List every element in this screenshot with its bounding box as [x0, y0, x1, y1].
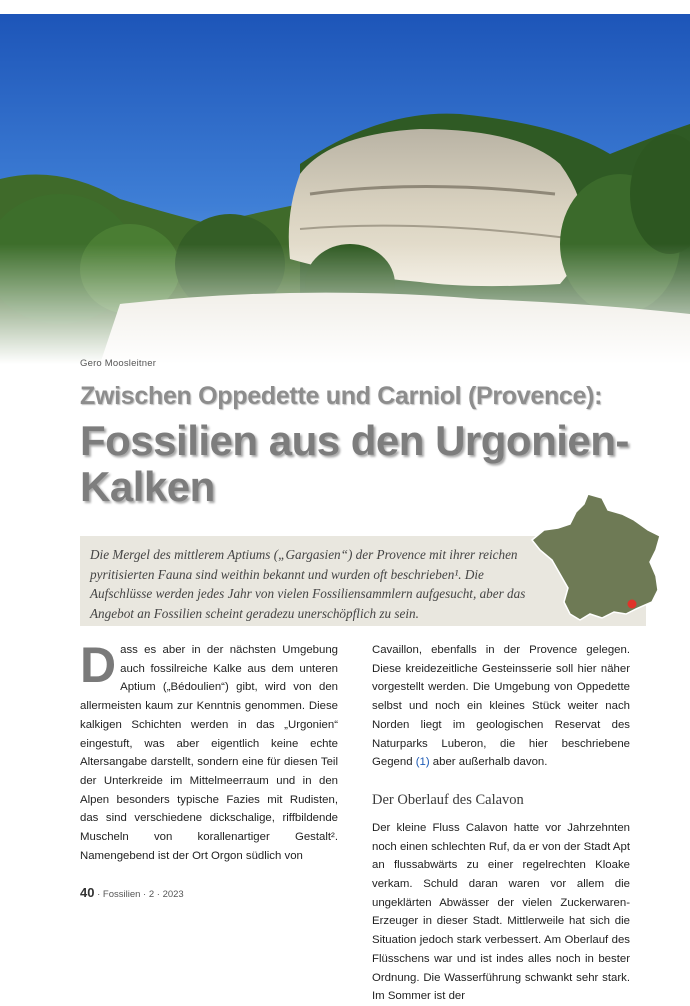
column-right [372, 641, 630, 1006]
hero-photo [0, 14, 690, 364]
column-left [80, 637, 338, 865]
paragraph-end-text: aber außerhalb davon. [432, 756, 548, 769]
body-paragraph [80, 637, 338, 865]
author-name: Gero Moosleitner [80, 358, 157, 369]
body-paragraph-end [372, 641, 630, 772]
intro-text: Die Mergel des mittlerem Aptiums („Gargasien“) der Provence mit ihrer reichen pyritisierten Fauna sind weithin bekannt und wurden oft beschrieben¹. Die Aufschlüsse werden jedes Jahr von vielen Fossiliensammlern aufgesucht, aber das Angebot an Fossilien scheint geradezu unerschöpflich zu sein. [90, 547, 526, 621]
location-marker [628, 600, 637, 609]
france-map [530, 490, 665, 625]
article-subtitle: Zwischen Oppedette und Carniol (Provence): [80, 382, 603, 410]
section-paragraph: Der kleine Fluss Calavon hatte vor Jahrzehnten noch einen schlechten Ruf, da er von der Stadt Apt an flussabwärts zu einer regelrechten Kloake verkam. Schuld daran waren vor allem die ungeklärten Abwässer der vielen Zuckerwaren-Erzeuger in dieser Stadt. Mittlerweile hat sich die Situation jedoch stark verbessert. Am Oberlauf des Flüsschens war und ist indes alles noch in bester Ordnung. Die Wasserführung schwankt sehr stark. Im Sommer ist der [372, 821, 630, 1003]
france-shape [532, 494, 660, 620]
section-heading: Der Oberlauf des Calavon [372, 791, 524, 808]
magazine-issue: · Fossilien · 2 · 2023 [94, 889, 184, 900]
page-number: 40 [80, 885, 95, 900]
paragraph-text: ass es aber in der nächsten Umgebung auch fossilreiche Kalke aus dem unteren Aptium („Bédoulien“) gibt, wird von den allermeisten kaum zur Kenntnis genommen. Diese kalkigen Schichten werden in das „Urgonien“ eingestuft, was aber eigentlich keine echte Altersangabe darstellt, sondern eine für diesen Teil der Unterkreide im Mittelmeerraum und in den Alpen besonders typische Fazies mit Rudisten, das sind verschiedene dickschalige, riffbildende Muscheln von korallenartiger Gestalt². Namengebend ist der Ort Orgon südlich von [80, 644, 338, 862]
map-reference[interactable]: (1) [415, 756, 430, 769]
drop-cap: D [80, 637, 117, 693]
paragraph-continuation: Cavaillon, ebenfalls in der Provence gelegen. Diese kreidezeitliche Gesteinsserie soll hier näher vorgestellt werden. Die Umgebung von Oppedette selbst und noch ein kleines Stück weiter nach Norden liegt im geologischen Reservat des Naturparks Luberon, die hier beschriebene Gegend [372, 644, 630, 769]
page-footer [80, 885, 184, 900]
article-title: Fossilien aus den Urgonien-Kalken [80, 417, 629, 510]
